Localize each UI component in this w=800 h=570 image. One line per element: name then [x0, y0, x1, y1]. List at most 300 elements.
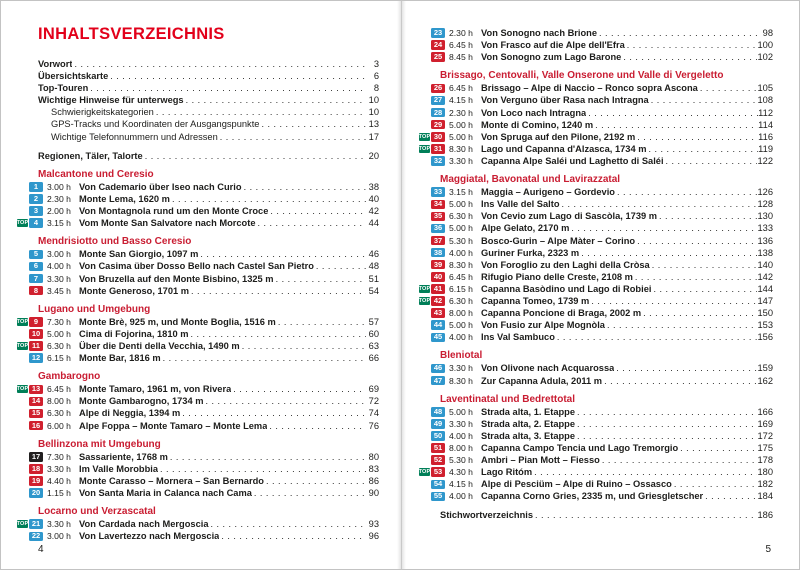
tour-number-badge: 42 [431, 296, 445, 306]
tour-number-badge: 29 [431, 120, 445, 130]
toc-entry [38, 70, 379, 82]
toc-entry [51, 131, 379, 143]
tour-entry [419, 271, 773, 283]
dot-leader [276, 316, 366, 328]
toc-entry [51, 118, 379, 130]
tour-entry [419, 442, 773, 454]
tour-duration: 5.00 h [449, 199, 473, 210]
tour-title: Von Verguno über Rasa nach Intragna [481, 95, 649, 106]
dot-leader [575, 418, 757, 430]
tour-title: Sassariente, 1768 m [79, 451, 168, 462]
entry-page-number: 96 [368, 531, 379, 542]
tour-entry [419, 478, 773, 490]
tour-duration: 4.15 h [449, 479, 473, 490]
entry-page-number: 126 [757, 187, 773, 198]
tour-title: Von Spruga auf den Pilone, 2192 m [481, 131, 636, 142]
dot-leader [605, 319, 758, 331]
entry-page-number: 140 [757, 259, 773, 270]
tour-title: Brissago – Alpe di Naccio – Ronco sopra Ascona [481, 83, 698, 94]
entry-page-number: 119 [758, 143, 773, 154]
dot-leader [252, 487, 366, 499]
tour-entry [419, 283, 773, 295]
tour-duration: 6.00 h [47, 420, 71, 431]
tour-number-badge: 47 [431, 376, 445, 386]
tour-duration: 8.30 h [449, 375, 473, 386]
section-heading: Lugano und Umgebung [38, 303, 151, 315]
tour-number-badge: 39 [431, 260, 445, 270]
entry-page-number: 147 [757, 295, 773, 306]
tour-title: Von Santa Maria in Calanca nach Cama [79, 488, 252, 498]
dot-leader [569, 222, 757, 234]
tour-duration: 7.30 h [47, 316, 71, 327]
entry-page-number: 80 [368, 451, 379, 462]
tour-number-badge: 20 [29, 488, 43, 498]
dot-leader [614, 362, 757, 374]
tour-number-badge: 12 [29, 353, 43, 363]
entry-page-number: 51 [368, 273, 379, 284]
tour-number-badge: 38 [431, 248, 445, 258]
entry-page-number: 100 [757, 40, 773, 51]
tour-duration: 6.45 h [47, 384, 71, 395]
section-heading: Gambarogno [38, 371, 101, 383]
tour-entry [17, 217, 379, 229]
dot-leader [267, 420, 366, 432]
dot-leader [198, 248, 366, 260]
tour-number-badge: 27 [431, 96, 445, 106]
dot-leader [635, 131, 758, 143]
tour-entry [419, 247, 773, 259]
tour-number-badge: 17 [29, 452, 43, 462]
tour-entry [419, 198, 773, 210]
tour-title: Alpe di Pesciüm – Alpe di Ruino – Ossasco [481, 479, 672, 490]
tour-number-badge: 9 [29, 317, 43, 327]
page-gutter-line [401, 1, 402, 569]
tour-entry [419, 362, 773, 374]
tour-entry [419, 131, 773, 143]
entry-page-number: 90 [368, 488, 379, 498]
entry-label: Übersichtskarte [38, 71, 109, 82]
top-badge: TOP [418, 297, 431, 304]
tour-duration: 3.30 h [449, 363, 473, 374]
dot-leader [633, 271, 758, 283]
tour-duration: 8.30 h [449, 143, 473, 154]
entry-page-number: 38 [368, 181, 379, 192]
tour-title: Maggia – Aurigeno – Gordevio [481, 187, 615, 198]
dot-leader [268, 205, 366, 217]
tour-entry [419, 51, 773, 63]
entry-page-number: 156 [757, 332, 773, 343]
toc-entry [38, 150, 379, 162]
tour-duration: 5.00 h [449, 119, 473, 130]
dot-leader [555, 331, 758, 343]
tour-title: Rifugio Piano delle Creste, 2108 m [481, 271, 633, 282]
tour-entry [17, 487, 379, 499]
tour-duration: 1.15 h [47, 488, 71, 498]
dot-leader [560, 198, 758, 210]
tour-duration: 4.30 h [449, 467, 473, 478]
tour-entry [17, 193, 379, 205]
toc-section [419, 394, 773, 503]
folio-left: 4 [38, 544, 44, 555]
tour-duration: 3.30 h [47, 273, 71, 284]
tour-title: Monte Lema, 1620 m [79, 193, 170, 204]
dot-leader [189, 328, 366, 340]
tour-number-badge: 15 [29, 409, 43, 419]
tour-number-badge: 14 [29, 397, 43, 407]
tour-entry [419, 210, 773, 222]
tour-entry [419, 222, 773, 234]
tour-number-badge: 25 [431, 52, 445, 62]
tour-duration: 3.00 h [47, 531, 71, 542]
dot-leader [650, 259, 758, 271]
tour-number-badge: 43 [431, 308, 445, 318]
tour-duration: 3.30 h [47, 463, 71, 474]
tour-number-badge: 21 [29, 519, 43, 529]
tour-number-badge: 8 [29, 286, 43, 296]
tour-entry [17, 248, 379, 260]
top-badge-slot [17, 318, 29, 326]
tour-duration: 4.40 h [47, 475, 71, 486]
tour-number-badge: 37 [431, 236, 445, 246]
tour-number-badge: 24 [431, 40, 445, 50]
tour-entry [419, 418, 773, 430]
dot-leader [664, 155, 758, 167]
entry-page-number: 57 [368, 316, 379, 327]
tour-duration: 5.00 h [449, 406, 473, 417]
section-heading: Laventinatal und Bedrettotal [440, 393, 576, 405]
entry-page-number: 166 [757, 406, 773, 417]
tour-entry [17, 518, 379, 530]
tour-duration: 3.30 h [449, 418, 473, 429]
top-badge-slot [419, 297, 431, 305]
toc-list [419, 509, 773, 521]
tour-title: Alpe Gelato, 2170 m [481, 223, 570, 234]
tour-duration: 4.00 h [449, 430, 473, 441]
tour-title: Monte Tamaro, 1961 m, von Rivera [79, 384, 232, 395]
entry-page-number: 142 [757, 271, 773, 282]
toc-column-left [17, 58, 379, 542]
tour-entry [17, 285, 379, 297]
tour-title: Bosco-Gurin – Alpe Màter – Corino [481, 235, 636, 246]
entry-page-number: 40 [368, 193, 379, 204]
tour-number-badge: 34 [431, 200, 445, 210]
tour-duration: 2.30 h [449, 28, 473, 38]
top-badge: TOP [418, 145, 431, 152]
tour-title: Im Valle Morobbia [79, 463, 159, 474]
tour-number-badge: 6 [29, 262, 43, 272]
dot-leader [646, 143, 758, 155]
tour-title: Strada alta, 1. Etappe [481, 406, 576, 417]
dot-leader [209, 518, 366, 530]
entry-page-number: 72 [368, 396, 379, 407]
tour-number-badge: 13 [29, 385, 43, 395]
tour-number-badge: 19 [29, 476, 43, 486]
toc-list [17, 150, 379, 162]
tour-duration: 4.00 h [449, 491, 473, 502]
section-heading: Malcantone und Ceresio [38, 168, 154, 180]
tour-title: Monte di Comino, 1240 m [481, 119, 594, 130]
dot-leader [672, 478, 758, 490]
entry-page-number: 108 [757, 95, 773, 106]
dot-leader [615, 186, 758, 198]
toc-entry [38, 94, 379, 106]
entry-page-number: 17 [368, 131, 379, 142]
tour-entry [419, 331, 773, 343]
section-heading: Mendrisiotto und Basso Ceresio [38, 236, 192, 248]
tour-duration: 5.00 h [449, 223, 473, 234]
dot-leader [589, 295, 757, 307]
top-badge-slot [419, 133, 431, 141]
tour-entry [419, 406, 773, 418]
section-heading: Locarno und Verzascatal [38, 506, 156, 518]
tour-entry [419, 319, 773, 331]
tour-title: Capanna Poncione di Braga, 2002 m [481, 308, 642, 319]
tour-duration: 4.15 h [449, 95, 473, 106]
tour-number-badge: 53 [431, 467, 445, 477]
entry-label: Stichwortverzeichnis [440, 510, 533, 521]
tour-duration: 4.00 h [449, 247, 473, 258]
tour-number-badge: 1 [29, 182, 43, 192]
entry-page-number: 10 [368, 95, 379, 106]
entry-page-number: 76 [368, 420, 379, 431]
top-badge-slot [17, 520, 29, 528]
tour-number-badge: 51 [431, 443, 445, 453]
tour-entry [419, 143, 773, 155]
entry-page-number: 46 [368, 249, 379, 260]
tour-title: Ins Valle del Salto [481, 199, 560, 210]
top-badge-slot [419, 468, 431, 476]
tour-entry [17, 328, 379, 340]
tour-duration: 3.15 h [47, 218, 71, 229]
toc-page-right [401, 1, 800, 570]
tour-title: Über die Denti della Vecchia, 1490 m [79, 340, 240, 351]
tour-title: Von Fusio zur Alpe Mognòla [481, 320, 605, 331]
entry-label: Top-Touren [38, 83, 89, 94]
tour-number-badge: 26 [431, 84, 445, 94]
entry-page-number: 13 [368, 119, 379, 130]
tour-number-badge: 11 [29, 341, 43, 351]
dot-leader [219, 530, 366, 542]
tour-entry [419, 107, 773, 119]
entry-label: Wichtige Telefonnummern und Adressen [51, 131, 218, 142]
dot-leader [242, 181, 366, 193]
entry-page-number: 112 [758, 107, 773, 118]
tour-duration: 6.30 h [449, 295, 473, 306]
top-badge: TOP [16, 386, 29, 393]
tour-title: Capanna Campo Tencia und Lago Tremorgio [481, 443, 679, 453]
tour-duration: 6.15 h [47, 353, 71, 364]
tour-entry [419, 39, 773, 51]
toc-section [17, 506, 379, 542]
dot-leader [649, 94, 758, 106]
tour-entry [419, 186, 773, 198]
tour-number-badge: 48 [431, 407, 445, 417]
entry-page-number: 136 [757, 235, 773, 246]
toc-entry [38, 82, 379, 94]
tour-title: Von Casima über Dosso Bello nach Castel San Pietro [79, 261, 314, 272]
section-heading: Maggiatal, Bavonatal und Lavirazzatal [440, 174, 621, 186]
tour-title: Von Frasco auf die Alpe dell'Efra [481, 40, 625, 51]
entry-page-number: 133 [757, 223, 773, 234]
entry-page-number: 8 [373, 83, 379, 94]
tour-duration: 7.30 h [47, 451, 71, 462]
folio-right: 5 [765, 544, 771, 555]
tour-title: Alpe di Neggia, 1394 m [79, 408, 181, 419]
tour-entry [17, 316, 379, 328]
tour-title: Strada alta, 3. Etappe [481, 430, 576, 441]
tour-number-badge: 28 [431, 108, 445, 118]
entry-page-number: 3 [373, 59, 379, 69]
tour-duration: 3.15 h [449, 187, 473, 198]
tour-number-badge: 33 [431, 187, 445, 197]
dot-leader [108, 70, 366, 82]
top-badge-slot [419, 145, 431, 153]
tour-title: Zur Capanna Adula, 2011 m [481, 375, 603, 386]
entry-page-number: 10 [368, 107, 379, 118]
toc-list [17, 58, 379, 143]
tour-number-badge: 7 [29, 274, 43, 284]
entry-page-number: 44 [368, 218, 379, 229]
tour-number-badge: 3 [29, 206, 43, 216]
dot-leader [72, 58, 366, 70]
tour-title: Capanna Tomeo, 1739 m [481, 295, 590, 306]
tour-number-badge: 10 [29, 329, 43, 339]
tour-number-badge: 32 [431, 156, 445, 166]
tour-entry [17, 260, 379, 272]
toc-section [419, 174, 773, 343]
dot-leader [579, 247, 757, 259]
tour-title: Von Cardada nach Mergoscia [79, 519, 209, 530]
entry-page-number: 6 [373, 71, 379, 82]
tour-number-badge: 22 [29, 532, 43, 542]
tour-duration: 6.45 h [449, 271, 473, 282]
tour-title: Monte Gambarogno, 1734 m [79, 396, 204, 407]
entry-page-number: 116 [758, 131, 773, 142]
dot-leader [600, 454, 758, 466]
tour-entry [17, 273, 379, 285]
tour-duration: 6.45 h [449, 83, 473, 94]
tour-number-badge: 49 [431, 419, 445, 429]
entry-label: Wichtige Hinweise für unterwegs [38, 95, 184, 106]
dot-leader [161, 352, 366, 364]
tour-title: Von Loco nach Intragna [481, 107, 587, 118]
dot-leader [602, 375, 757, 387]
dot-leader [154, 106, 366, 118]
tour-number-badge: 36 [431, 224, 445, 234]
entry-page-number: 186 [757, 510, 773, 521]
tour-title: Capanna Basòdino und Lago di Robiei [481, 283, 652, 294]
top-badge: TOP [16, 342, 29, 349]
entry-page-number: 169 [757, 418, 773, 429]
entry-page-number: 122 [757, 155, 773, 166]
tour-entry [419, 27, 773, 39]
entry-page-number: 153 [757, 320, 773, 331]
tour-entry [419, 82, 773, 94]
dot-leader [88, 82, 366, 94]
tour-entry [17, 475, 379, 487]
dot-leader [231, 383, 366, 395]
entry-page-number: 144 [757, 283, 773, 294]
tour-entry [419, 235, 773, 247]
toc-section [17, 236, 379, 296]
dot-leader [678, 442, 757, 454]
toc-column-right [419, 27, 773, 522]
tour-title: Capanna Corno Gries, 2335 m, und Griesgletscher [481, 491, 704, 502]
dot-leader [597, 27, 760, 39]
tour-duration: 3.45 h [47, 285, 71, 296]
tour-entry [17, 352, 379, 364]
tour-title: Monte Carasso – Mornera – San Bernardo [79, 475, 264, 486]
tour-title: Von Sonogno nach Brione [481, 28, 598, 38]
entry-page-number: 105 [757, 83, 773, 94]
toc-section [17, 169, 379, 229]
entry-page-number: 128 [757, 199, 773, 210]
section-heading: Bellinzona mit Umgebung [38, 438, 161, 450]
top-badge-slot [419, 285, 431, 293]
tour-duration: 3.00 h [47, 249, 71, 260]
tour-entry [419, 375, 773, 387]
entry-page-number: 86 [368, 475, 379, 486]
tour-number-badge: 45 [431, 333, 445, 343]
tour-duration: 5.30 h [449, 455, 473, 466]
entry-page-number: 83 [368, 463, 379, 474]
tour-duration: 6.30 h [47, 340, 71, 351]
tour-title: Vom Monte San Salvatore nach Morcote [79, 218, 256, 229]
toc-entry [38, 58, 379, 70]
tour-entry [17, 383, 379, 395]
entry-page-number: 102 [757, 52, 773, 63]
tour-title: Lago und Capanna d'Alzasca, 1734 m [481, 143, 647, 154]
entry-page-number: 48 [368, 261, 379, 272]
tour-duration: 4.00 h [449, 332, 473, 343]
entry-page-number: 178 [757, 455, 773, 466]
tour-title: Monte Bar, 1816 m [79, 353, 161, 364]
tour-title: Monte Brè, 925 m, und Monte Boglia, 1516 m [79, 316, 276, 327]
dot-leader [698, 82, 758, 94]
tour-entry [17, 181, 379, 193]
toc-section [17, 304, 379, 364]
tour-title: Ambri – Pian Mott – Fiesso [481, 455, 600, 466]
tour-duration: 8.30 h [449, 259, 473, 270]
top-badge: TOP [16, 318, 29, 325]
entry-page-number: 150 [757, 308, 773, 319]
top-badge: TOP [418, 469, 431, 476]
top-badge: TOP [418, 133, 431, 140]
tour-title: Monte San Giorgio, 1097 m [79, 249, 199, 260]
entry-page-number: 69 [368, 384, 379, 395]
tour-duration: 4.00 h [47, 261, 71, 272]
tour-duration: 5.00 h [449, 131, 473, 142]
entry-page-number: 114 [758, 119, 773, 130]
entry-page-number: 138 [757, 247, 773, 258]
toc-entry [440, 509, 773, 521]
tour-title: Von Montagnola rund um den Monte Croce [79, 206, 269, 217]
dot-leader [703, 490, 757, 502]
tour-entry [17, 205, 379, 217]
tour-entry [17, 407, 379, 419]
tour-duration: 2.30 h [449, 107, 473, 118]
top-badge: TOP [16, 521, 29, 528]
tour-duration: 5.00 h [47, 328, 71, 339]
tour-title: Ins Val Sambuco [481, 332, 555, 343]
tour-duration: 6.45 h [449, 40, 473, 51]
tour-number-badge: 2 [29, 194, 43, 204]
dot-leader [651, 283, 757, 295]
tour-number-badge: 31 [431, 144, 445, 154]
dot-leader [314, 260, 366, 272]
tour-number-badge: 35 [431, 212, 445, 222]
tour-duration: 5.30 h [449, 235, 473, 246]
